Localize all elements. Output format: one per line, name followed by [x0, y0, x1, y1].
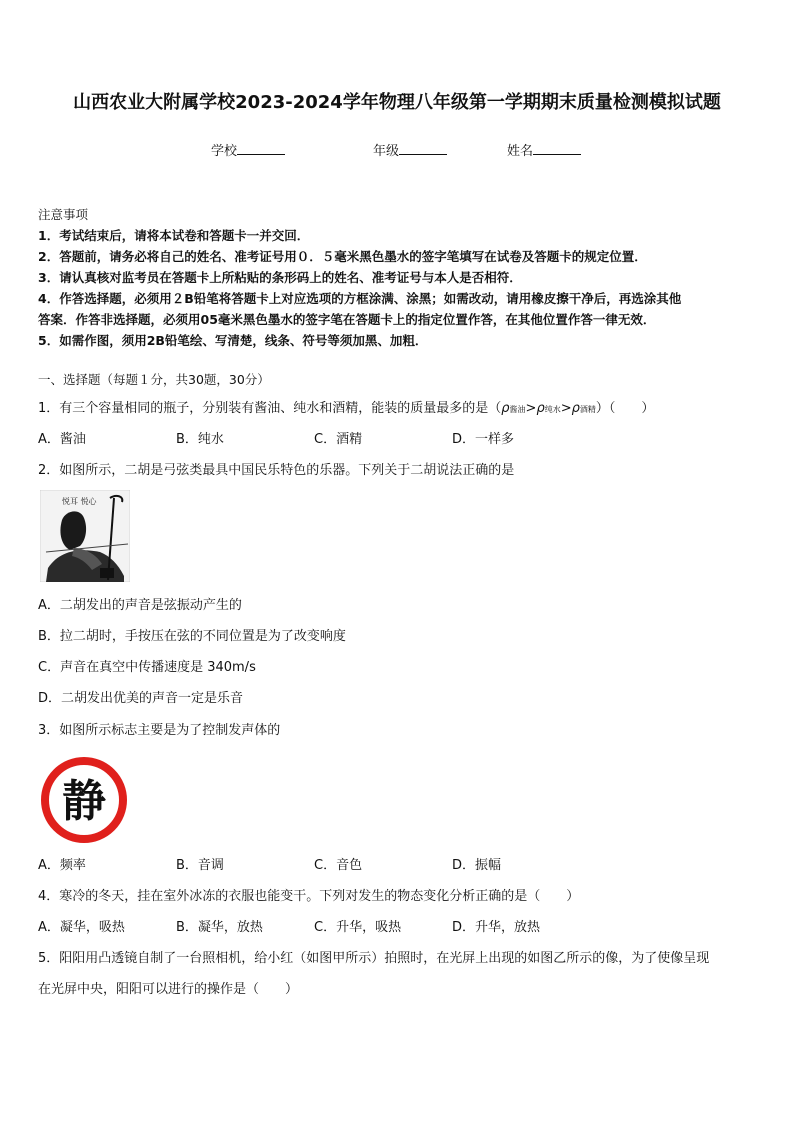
q1-option-a[interactable]: A．酱油 — [38, 432, 86, 447]
grade-blank[interactable] — [399, 142, 447, 155]
q4-option-b[interactable]: B．凝华，放热 — [176, 920, 263, 935]
notice-heading: 注意事项 — [38, 207, 89, 222]
notice-item: 2．答题前，请务必将自己的姓名、准考证号用０．５毫米黑色墨水的签字笔填写在试卷及答题卡的规定位置． — [38, 249, 647, 264]
q4-option-d[interactable]: D．升华，放热 — [452, 920, 541, 935]
q1-option-c[interactable]: C．酒精 — [314, 432, 363, 447]
school-label: 学校 — [211, 144, 238, 159]
q2-option-b[interactable]: B．拉二胡时，手按压在弦的不同位置是为了改变响度 — [38, 629, 346, 644]
grade-field — [373, 140, 447, 159]
question-2-stem: 2．如图所示，二胡是弓弦类最具中国民乐特色的乐器。下列关于二胡说法正确的是 — [38, 463, 515, 478]
name-label: 姓名 — [507, 144, 534, 159]
q1-option-b[interactable]: B．纯水 — [176, 432, 224, 447]
page-title: 山西农业大附属学校2023-2024学年物理八年级第一学期期末质量检测模拟试题 — [73, 92, 721, 113]
question-1-stem: 1．有三个容量相同的瓶子，分别装有酱油、纯水和酒精，能装的质量最多的是（ρ酱油>ρ纯水>ρ酒精）（ ） — [38, 401, 655, 416]
q1-option-d[interactable]: D．一样多 — [452, 432, 515, 447]
q4-option-a[interactable]: A．凝华，吸热 — [38, 920, 125, 935]
notice-item: 答案．作答非选择题，必须用05毫米黑色墨水的签字笔在答题卡上的指定位置作答，在其他位置作答一律无效． — [38, 312, 656, 327]
school-field — [211, 140, 285, 159]
quiet-sign-image — [40, 756, 128, 844]
notice-item: 4．作答选择题，必须用２B铅笔将答题卡上对应选项的方框涂满、涂黑；如需改动，请用橡皮擦干净后，再选涂其他 — [38, 291, 682, 306]
q3-option-b[interactable]: B．音调 — [176, 858, 224, 873]
question-5-stem-line2: 在光屏中央，阳阳可以进行的操作是（ ） — [38, 982, 299, 997]
name-blank[interactable] — [533, 142, 581, 155]
q2-option-d[interactable]: D．二胡发出优美的声音一定是乐音 — [38, 691, 244, 706]
section-heading: 一、选择题（每题１分，共30题，30分） — [38, 372, 270, 387]
name-field — [507, 140, 581, 159]
q3-option-c[interactable]: C．音色 — [314, 858, 363, 873]
sign-character: 静 — [62, 776, 106, 827]
erhu-player-image — [40, 490, 130, 582]
grade-label: 年级 — [373, 144, 400, 159]
image-calligraphy: 悦耳 悦心 — [62, 497, 97, 506]
q3-option-d[interactable]: D．振幅 — [452, 858, 502, 873]
question-3-stem: 3．如图所示标志主要是为了控制发声体的 — [38, 723, 281, 738]
q2-option-a[interactable]: A．二胡发出的声音是弦振动产生的 — [38, 598, 242, 613]
q4-option-c[interactable]: C．升华，吸热 — [314, 920, 402, 935]
question-4-stem: 4．寒冷的冬天，挂在室外冰冻的衣服也能变干。下列对发生的物态变化分析正确的是（ ） — [38, 889, 580, 904]
question-5-stem-line1: 5．阳阳用凸透镜自制了一台照相机，给小红（如图甲所示）拍照时，在光屏上出现的如图乙所示的像，为了使像呈现 — [38, 951, 710, 966]
notice-item: 1．考试结束后，请将本试卷和答题卡一并交回． — [38, 228, 310, 243]
notice-item: 5．如需作图，须用2B铅笔绘、写清楚，线条、符号等须加黑、加粗． — [38, 333, 428, 348]
school-blank[interactable] — [237, 142, 285, 155]
q2-option-c[interactable]: C．声音在真空中传播速度是 340m/s — [38, 660, 256, 675]
notice-item: 3．请认真核对监考员在答题卡上所粘贴的条形码上的姓名、准考证号与本人是否相符． — [38, 270, 522, 285]
q3-option-a[interactable]: A．频率 — [38, 858, 86, 873]
